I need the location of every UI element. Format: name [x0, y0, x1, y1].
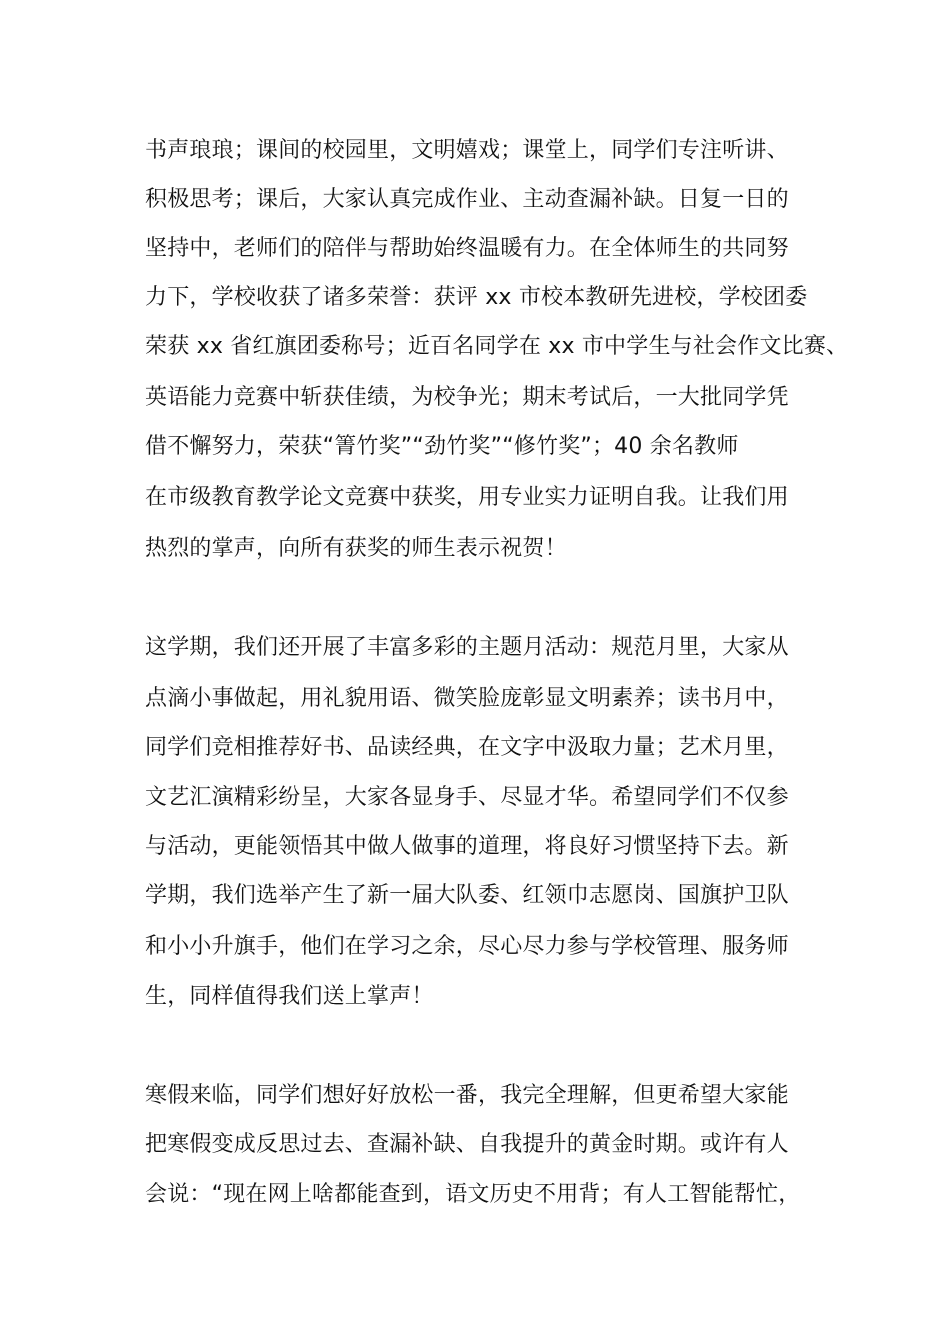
paragraph-line: 积极思考；课后，大家认真完成作业、主动查漏补缺。日复一日的 [145, 187, 789, 212]
paragraph-line: 学期，我们选举产生了新一届大队委、红领巾志愿岗、国旗护卫队 [145, 883, 789, 908]
paragraph-line: 这学期，我们还开展了丰富多彩的主题月活动：规范月里，大家从 [145, 635, 789, 660]
paragraph-line: 生，同样值得我们送上掌声！ [145, 984, 434, 1009]
paragraph-line: 和小小升旗手，他们在学习之余，尽心尽力参与学校管理、服务师 [145, 934, 789, 959]
paragraph-line: 荣获 xx 省红旗团委称号；近百名同学在 xx 市中学生与社会作文比赛、 [145, 334, 849, 359]
paragraph-line: 坚持中，老师们的陪伴与帮助始终温暖有力。在全体师生的共同努 [145, 236, 789, 261]
paragraph-line: 书声琅琅；课间的校园里，文明嬉戏；课堂上，同学们专注听讲、 [145, 138, 789, 163]
paragraph-line: 力下，学校收获了诸多荣誉：获评 xx 市校本教研先进校，学校团委 [145, 285, 808, 310]
paragraph-line: 在市级教育教学论文竞赛中获奖，用专业实力证明自我。让我们用 [145, 485, 789, 510]
paragraph-line: 把寒假变成反思过去、查漏补缺、自我提升的黄金时期。或许有人 [145, 1132, 789, 1157]
paragraph-line: 借不懈努力，荣获“箐竹奖”“劲竹奖”“修竹奖”；40 余名教师 [145, 434, 739, 459]
paragraph-line: 文艺汇演精彩纷呈，大家各显身手、尽显才华。希望同学们不仅参 [145, 785, 789, 810]
paragraph-line: 寒假来临，同学们想好好放松一番，我完全理解，但更希望大家能 [145, 1083, 789, 1108]
paragraph-line: 英语能力竞赛中斩获佳绩，为校争光；期末考试后，一大批同学凭 [145, 385, 789, 410]
paragraph-line: 与活动，更能领悟其中做人做事的道理，将良好习惯坚持下去。新 [145, 834, 789, 859]
paragraph-line: 热烈的掌声，向所有获奖的师生表示祝贺！ [145, 536, 567, 561]
paragraph-line: 会说：“现在网上啥都能查到，语文历史不用背；有人工智能帮忙， [145, 1182, 801, 1207]
paragraph-line: 同学们竞相推荐好书、品读经典，在文字中汲取力量；艺术月里， [145, 735, 789, 760]
paragraph-line: 点滴小事做起，用礼貌用语、微笑脸庞彰显文明素养；读书月中， [145, 686, 789, 711]
